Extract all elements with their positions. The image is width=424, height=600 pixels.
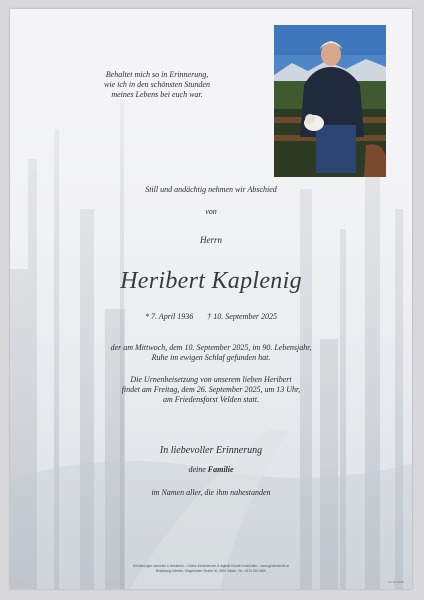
memorial-poem [62, 70, 252, 100]
notice-line: Die Urnenbeisetzung von unserem lieben Heribert [130, 375, 292, 384]
life-dates [10, 312, 412, 322]
farewell-line: Still und andächtig nehmen wir Abschied [145, 185, 277, 194]
birth-date: * 7. April 1936 [144, 312, 194, 321]
memory-heading: In liebevoller Erinnerung [159, 445, 263, 456]
poem-line: wie ich in den schönsten Stunden [104, 80, 210, 89]
footer [10, 564, 412, 574]
poem-line: meines Lebens bei euch war. [111, 90, 203, 99]
parte-sheet [10, 9, 412, 589]
footer-line: Bestattung Kärnten, Klagenfurter Straße 00, 9500 Villach, Tel.: 0376 190 6600 [155, 569, 267, 573]
deceased-name: Heribert Kaplenig [120, 268, 302, 294]
von-label: von [205, 207, 217, 216]
family-prefix: deine [188, 465, 206, 474]
death-date: † 10. September 2025 [207, 312, 278, 321]
notice-line: Ruhe im ewigen Schlaf gefunden hat. [151, 353, 271, 362]
family-line [10, 465, 412, 475]
notice-line: am Friedensforst Velden statt. [163, 395, 259, 404]
mourners-line: im Namen aller, die ihm nahestanden [151, 488, 271, 497]
notice-line: findet am Freitag, dem 26. September 2025, um 13 Uhr, [121, 385, 301, 394]
document-code: ID-SP 9040 [388, 580, 404, 584]
family-label: Familie [207, 465, 234, 474]
death-notice [10, 343, 412, 363]
footer-line: Erinnerungen sammeln & bewahren – Online-Kondolenzen & digitale Kerzen entzünden – www.gedenkseite.at [133, 564, 289, 568]
notice-line: der am Mittwoch, dem 10. September 2025, im 90. Lebensjahr, [110, 343, 312, 352]
portrait-photo [274, 25, 386, 177]
poem-line: Behaltet mich so in Erinnerung, [105, 70, 209, 79]
burial-notice [10, 375, 412, 405]
honorific: Herrn [200, 235, 222, 245]
